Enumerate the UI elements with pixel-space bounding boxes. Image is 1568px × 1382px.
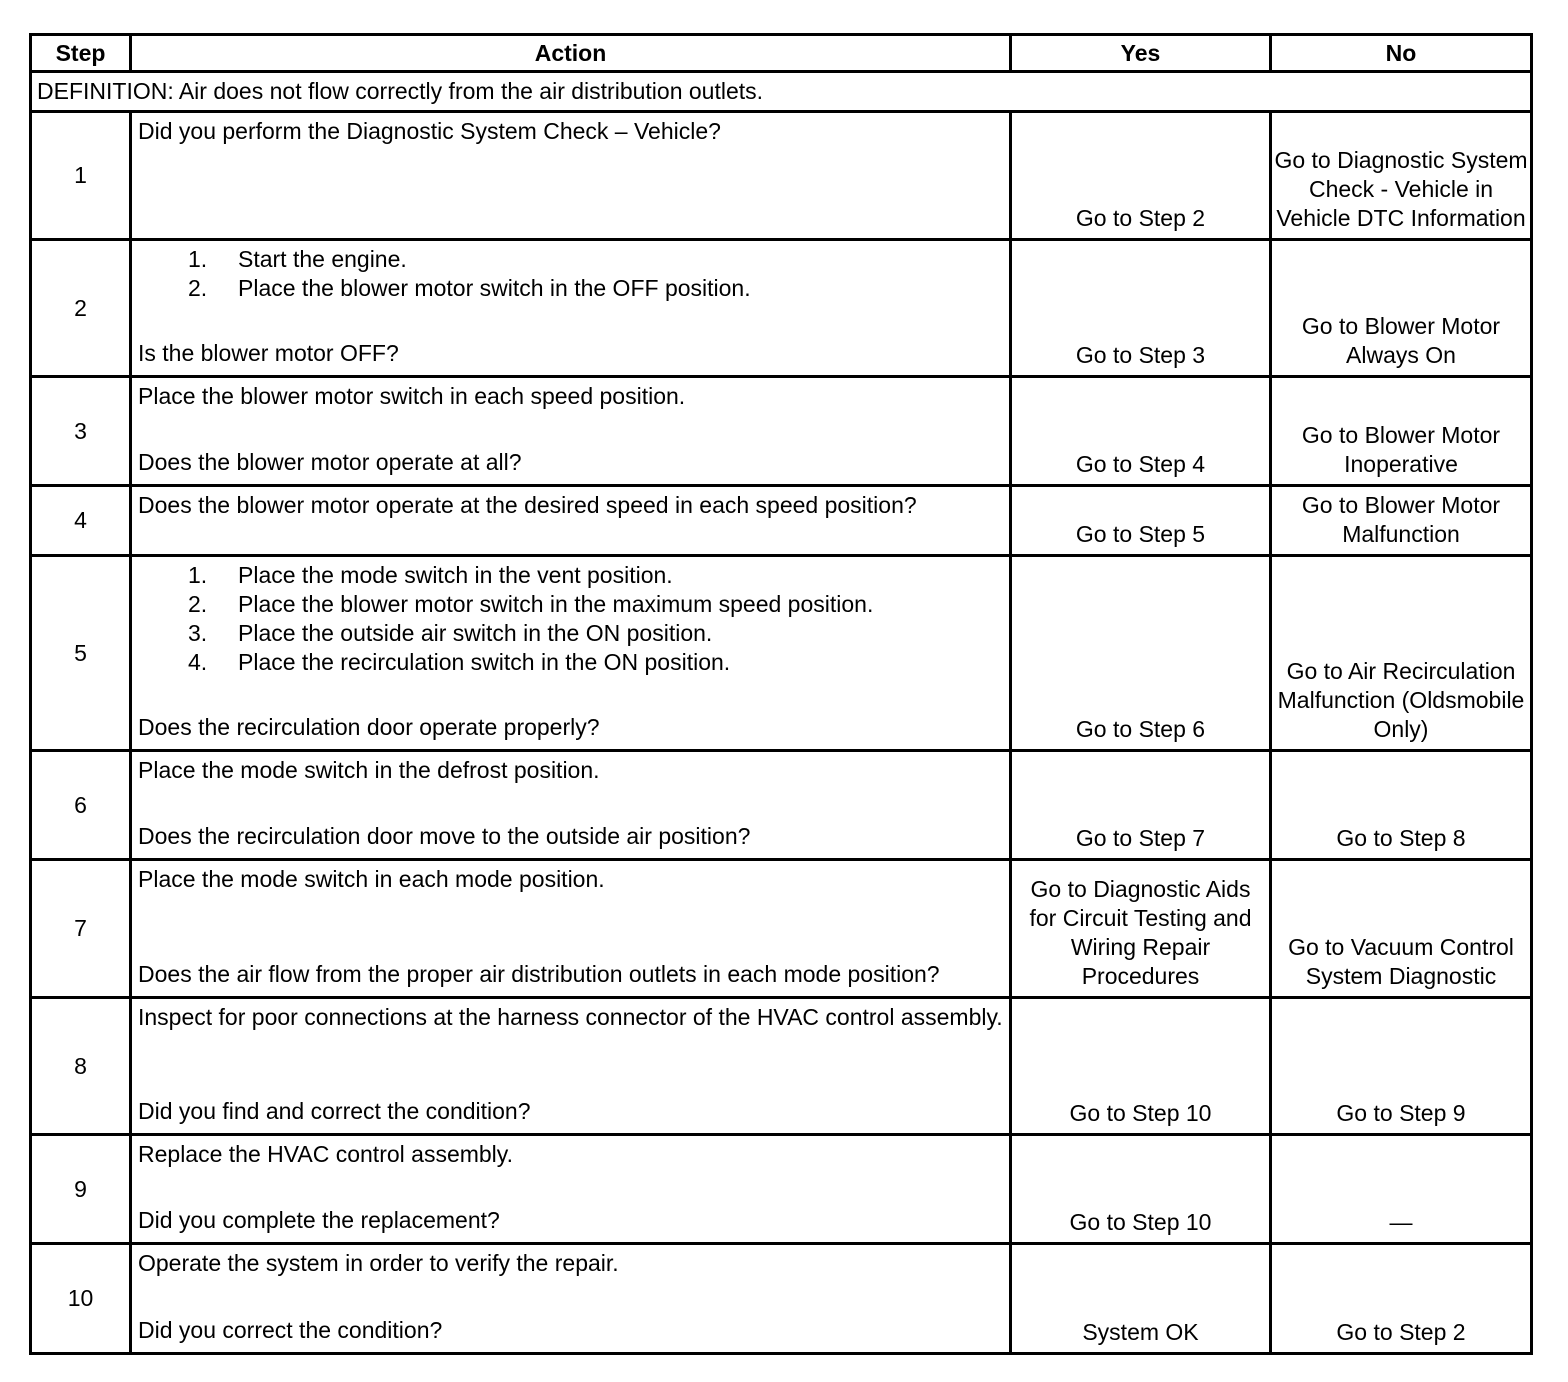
header-action: Action <box>131 35 1011 72</box>
no-result: Go to Blower Motor Inoperative <box>1271 377 1532 486</box>
substep-text: Place the outside air switch in the ON position. <box>238 620 713 646</box>
action-question: Does the blower motor operate at all? <box>138 449 522 475</box>
action-cell <box>131 556 1011 751</box>
substep-text: Place the mode switch in the vent position. <box>238 562 673 588</box>
substep-item <box>188 619 1003 648</box>
no-result: Go to Vacuum Control System Diagnostic <box>1271 860 1532 998</box>
action-cell <box>131 751 1011 860</box>
step-row <box>31 112 1532 240</box>
no-result: Go to Blower Motor Always On <box>1271 240 1532 377</box>
step-row <box>31 240 1532 377</box>
step-number: 1 <box>31 112 131 240</box>
action-text: Place the mode switch in each mode position. <box>138 866 605 892</box>
header-no: No <box>1271 35 1532 72</box>
substep-item <box>188 561 1003 590</box>
action-content <box>138 117 1003 231</box>
action-question: Did you find and correct the condition? <box>138 1098 531 1124</box>
header-row <box>31 35 1532 72</box>
no-result: Go to Diagnostic System Check - Vehicle in Vehicle DTC Information <box>1271 112 1532 240</box>
action-content <box>138 1140 1003 1235</box>
substep-text: Place the recirculation switch in the ON position. <box>238 649 731 675</box>
action-instructions <box>138 382 1003 411</box>
action-instructions <box>138 491 1003 520</box>
step-row <box>31 486 1532 556</box>
step-number: 5 <box>31 556 131 751</box>
step-row <box>31 1135 1532 1244</box>
yes-result: Go to Step 2 <box>1011 112 1271 240</box>
action-content <box>138 561 1003 742</box>
substep-text: Place the blower motor switch in the OFF position. <box>238 275 751 301</box>
action-content <box>138 756 1003 851</box>
step-row <box>31 1244 1532 1354</box>
substep-number: 1. <box>188 562 208 588</box>
step-number: 7 <box>31 860 131 998</box>
action-question: Does the recirculation door operate properly? <box>138 714 600 740</box>
action-question: Does the air flow from the proper air distribution outlets in each mode position? <box>138 961 940 987</box>
action-content <box>138 1003 1003 1126</box>
action-instructions <box>138 561 1003 677</box>
action-question: Did you correct the condition? <box>138 1317 443 1343</box>
yes-result: Go to Step 6 <box>1011 556 1271 751</box>
action-instructions <box>138 1249 1003 1278</box>
substep-number: 3. <box>188 620 208 646</box>
action-question: Is the blower motor OFF? <box>138 340 399 366</box>
substep-item <box>188 245 1003 274</box>
action-text: Did you perform the Diagnostic System Check – Vehicle? <box>138 118 721 144</box>
step-row <box>31 751 1532 860</box>
yes-result: Go to Step 4 <box>1011 377 1271 486</box>
action-cell <box>131 112 1011 240</box>
step-number: 6 <box>31 751 131 860</box>
substep-item <box>188 274 1003 303</box>
yes-result: Go to Diagnostic Aids for Circuit Testing and Wiring Repair Procedures <box>1011 860 1271 998</box>
substep-number: 2. <box>188 591 208 617</box>
step-row <box>31 556 1532 751</box>
action-cell <box>131 860 1011 998</box>
substep-number: 1. <box>188 246 208 272</box>
yes-result: Go to Step 5 <box>1011 486 1271 556</box>
substep-text: Start the engine. <box>238 246 407 272</box>
no-result: Go to Air Recirculation Malfunction (Oldsmobile Only) <box>1271 556 1532 751</box>
no-result: Go to Step 9 <box>1271 998 1532 1135</box>
definition-text: DEFINITION: Air does not flow correctly from the air distribution outlets. <box>31 72 1532 112</box>
action-content <box>138 245 1003 368</box>
step-row <box>31 860 1532 998</box>
action-cell <box>131 1135 1011 1244</box>
substep-item <box>188 648 1003 677</box>
action-text: Place the blower motor switch in each speed position. <box>138 383 686 409</box>
step-number: 8 <box>31 998 131 1135</box>
action-content <box>138 1249 1003 1345</box>
action-text: Place the mode switch in the defrost position. <box>138 757 600 783</box>
action-content <box>138 382 1003 477</box>
substep-text: Place the blower motor switch in the maximum speed position. <box>238 591 874 617</box>
definition-row <box>31 72 1532 112</box>
step-row <box>31 377 1532 486</box>
action-text: Inspect for poor connections at the harness connector of the HVAC control assembly. <box>138 1004 1003 1030</box>
action-content <box>138 491 1003 547</box>
action-cell <box>131 998 1011 1135</box>
yes-result: Go to Step 7 <box>1011 751 1271 860</box>
action-instructions <box>138 245 1003 303</box>
no-result: Go to Step 2 <box>1271 1244 1532 1354</box>
header-step: Step <box>31 35 131 72</box>
step-number: 10 <box>31 1244 131 1354</box>
action-cell <box>131 240 1011 377</box>
step-number: 3 <box>31 377 131 486</box>
step-number: 4 <box>31 486 131 556</box>
substep-list <box>188 245 1003 303</box>
diagnostic-table <box>29 33 1533 1355</box>
action-instructions <box>138 1003 1003 1032</box>
step-number: 9 <box>31 1135 131 1244</box>
action-instructions <box>138 756 1003 785</box>
header-yes: Yes <box>1011 35 1271 72</box>
step-number: 2 <box>31 240 131 377</box>
action-cell <box>131 377 1011 486</box>
no-result: Go to Blower Motor Malfunction <box>1271 486 1532 556</box>
substep-list <box>188 561 1003 677</box>
no-result: — <box>1271 1135 1532 1244</box>
action-content <box>138 865 1003 989</box>
substep-item <box>188 590 1003 619</box>
action-question: Did you complete the replacement? <box>138 1207 500 1233</box>
action-instructions <box>138 865 1003 894</box>
yes-result: Go to Step 10 <box>1011 1135 1271 1244</box>
action-text: Does the blower motor operate at the desired speed in each speed position? <box>138 492 917 518</box>
action-instructions <box>138 1140 1003 1169</box>
yes-result: Go to Step 3 <box>1011 240 1271 377</box>
action-question: Does the recirculation door move to the outside air position? <box>138 823 751 849</box>
action-cell <box>131 1244 1011 1354</box>
substep-number: 4. <box>188 649 208 675</box>
action-cell <box>131 486 1011 556</box>
yes-result: System OK <box>1011 1244 1271 1354</box>
substep-number: 2. <box>188 275 208 301</box>
step-row <box>31 998 1532 1135</box>
action-text: Operate the system in order to verify the repair. <box>138 1250 619 1276</box>
action-text: Replace the HVAC control assembly. <box>138 1141 513 1167</box>
yes-result: Go to Step 10 <box>1011 998 1271 1135</box>
no-result: Go to Step 8 <box>1271 751 1532 860</box>
action-instructions <box>138 117 1003 146</box>
